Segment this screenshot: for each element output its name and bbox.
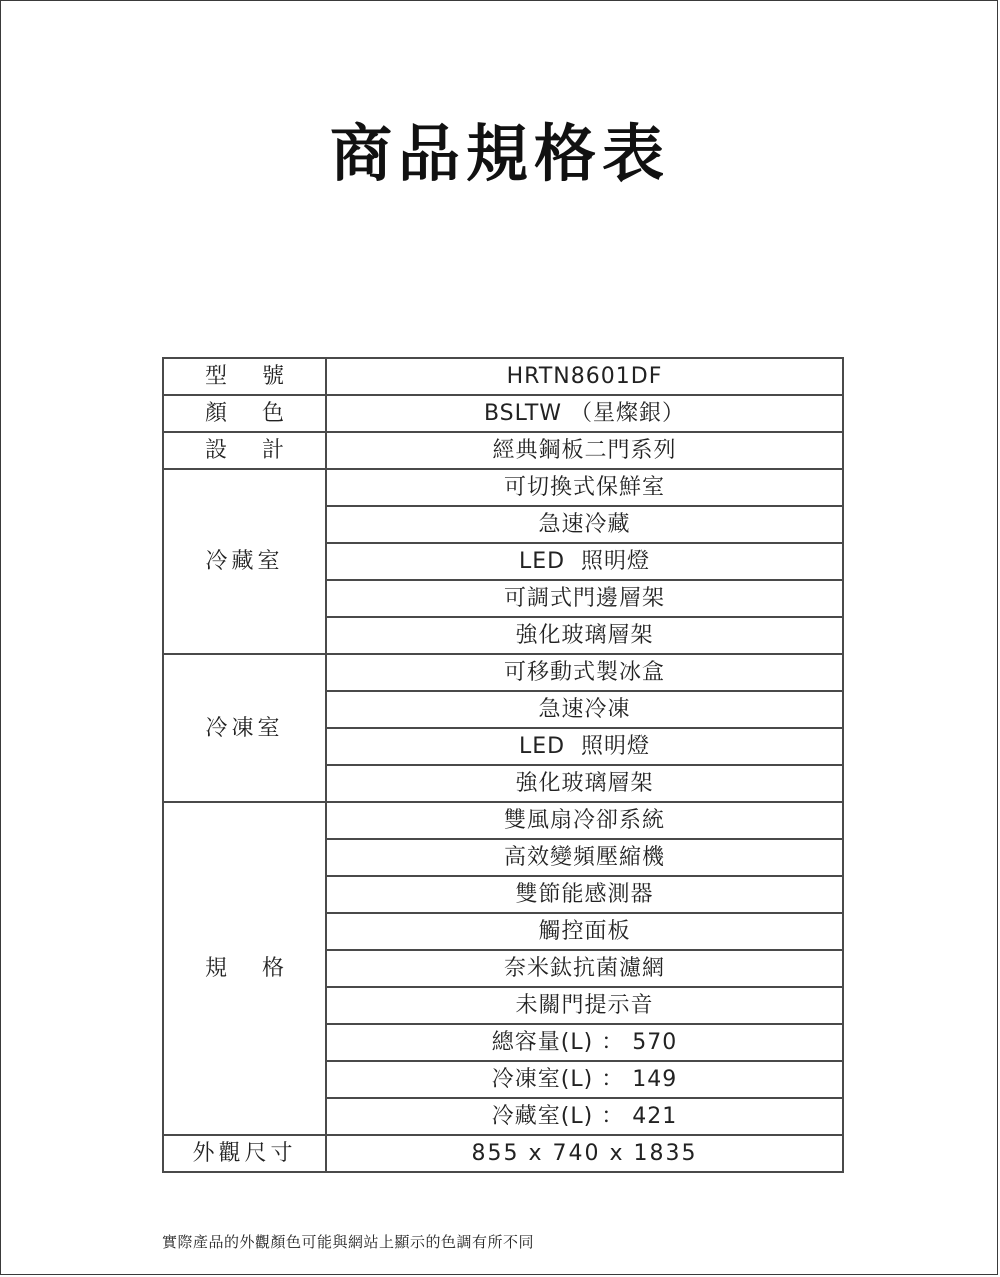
table-row-color: [163, 395, 843, 432]
dimensions-label: 外觀尺寸: [163, 1135, 326, 1172]
fridge-capacity: 冷藏室(L) ： 421: [326, 1098, 843, 1135]
freezer-capacity: 冷凍室(L) ： 149: [326, 1061, 843, 1098]
freezer-feature: 強化玻璃層架: [326, 765, 843, 802]
total-capacity: 總容量(L) ： 570: [326, 1024, 843, 1061]
model-label: 型 號: [163, 358, 326, 395]
fridge-feature: 強化玻璃層架: [326, 617, 843, 654]
model-value: HRTN8601DF: [326, 358, 843, 395]
color-value: BSLTW （星燦銀）: [326, 395, 843, 432]
fridge-label: 冷藏室: [163, 469, 326, 654]
specification-label: 規 格: [163, 802, 326, 1135]
design-label: 設 計: [163, 432, 326, 469]
fridge-feature: 可調式門邊層架: [326, 580, 843, 617]
table-row-fridge: [163, 469, 843, 506]
freezer-feature: 急速冷凍: [326, 691, 843, 728]
fridge-feature: LED 照明燈: [326, 543, 843, 580]
spec-table: [162, 357, 844, 1173]
specification-item: 觸控面板: [326, 913, 843, 950]
table-row-specification: [163, 802, 843, 839]
specification-item: 雙風扇冷卻系統: [326, 802, 843, 839]
table-row-freezer: [163, 654, 843, 691]
page-title: 商品規格表: [329, 117, 670, 190]
table-row-design: [163, 432, 843, 469]
fridge-feature: 可切換式保鮮室: [326, 469, 843, 506]
color-label: 顏 色: [163, 395, 326, 432]
specification-item: 高效變頻壓縮機: [326, 839, 843, 876]
design-value: 經典鋼板二門系列: [326, 432, 843, 469]
dimensions-value: 855 x 740 x 1835: [326, 1135, 843, 1172]
table-row-dimensions: [163, 1135, 843, 1172]
fridge-feature: 急速冷藏: [326, 506, 843, 543]
specification-item: 雙節能感測器: [326, 876, 843, 913]
freezer-label: 冷凍室: [163, 654, 326, 802]
freezer-feature: LED 照明燈: [326, 728, 843, 765]
footnote: 實際產品的外觀顏色可能與網站上顯示的色調有所不同: [162, 1233, 535, 1251]
specification-item: 未關門提示音: [326, 987, 843, 1024]
table-row-model: [163, 358, 843, 395]
specification-item: 奈米鈦抗菌濾網: [326, 950, 843, 987]
freezer-feature: 可移動式製冰盒: [326, 654, 843, 691]
